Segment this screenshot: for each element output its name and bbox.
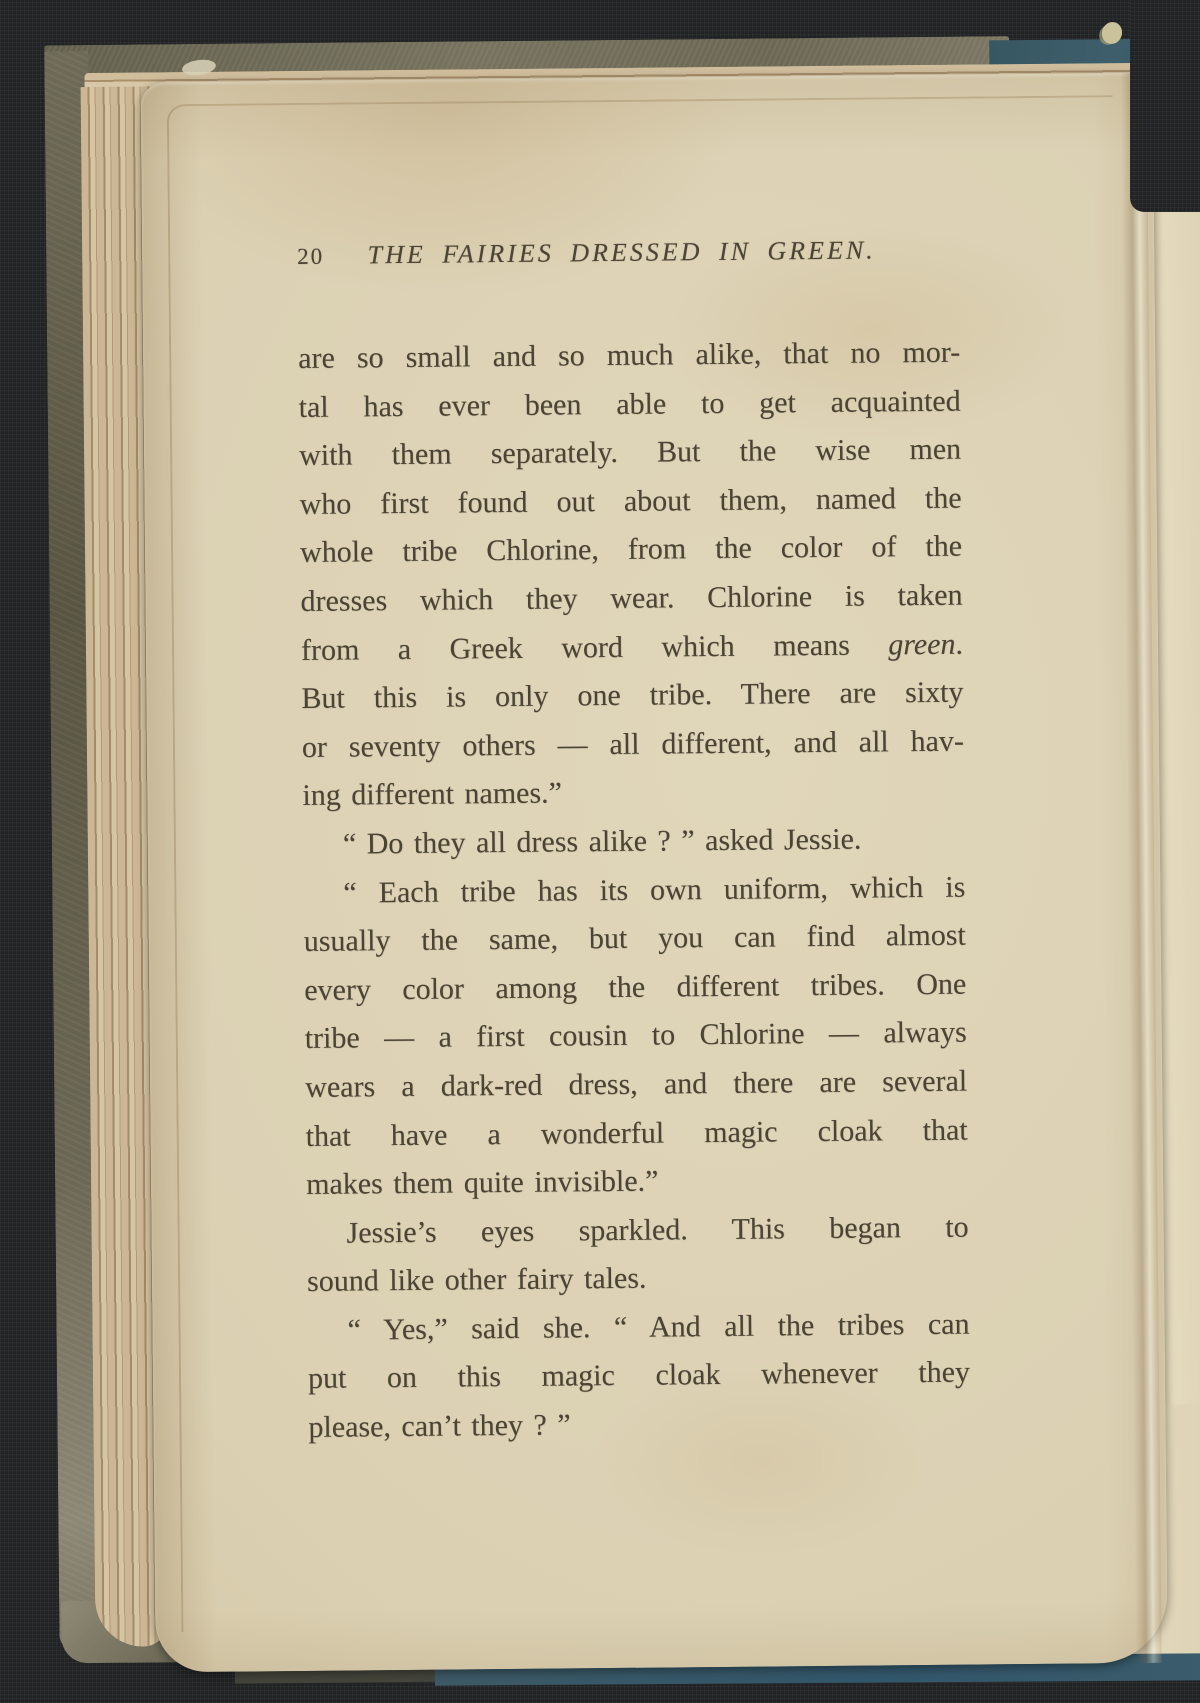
text-segment: sound like other fairy tales. bbox=[306, 1261, 647, 1299]
body-text bbox=[298, 329, 971, 1453]
text-segment: tal has ever been able to get acquainted bbox=[298, 384, 961, 424]
body-line bbox=[300, 523, 962, 578]
body-line bbox=[299, 426, 961, 481]
body-line bbox=[303, 815, 965, 870]
text-segment: are so small and so much alike, that no mor- bbox=[298, 335, 961, 375]
body-line bbox=[300, 572, 962, 627]
text-segment: “ Each tribe has its own uniform, which is bbox=[343, 870, 966, 910]
text-segment: makes them quite invisible.” bbox=[305, 1164, 659, 1202]
text-segment: tribe — a first cousin to Chlorine — always bbox=[304, 1015, 967, 1056]
page-number: 20 bbox=[297, 243, 325, 269]
text-segment: ing different names.” bbox=[302, 776, 563, 813]
body-line bbox=[298, 329, 960, 384]
body-line bbox=[308, 1398, 970, 1453]
text-segment: that have a wonderful magic cloak that bbox=[305, 1113, 968, 1153]
body-line bbox=[305, 1106, 967, 1161]
body-line bbox=[299, 474, 961, 529]
body-line bbox=[301, 669, 963, 724]
text-segment: usually the same, but you can find almost bbox=[303, 918, 966, 959]
body-line bbox=[302, 717, 964, 772]
page-header bbox=[297, 235, 959, 271]
text-segment: from a Greek word which means bbox=[300, 627, 889, 667]
book-page bbox=[141, 73, 1168, 1673]
italic-text: green bbox=[888, 627, 956, 661]
body-line bbox=[304, 912, 966, 967]
text-segment: who first found out about them, named the bbox=[299, 481, 962, 521]
body-line bbox=[308, 1349, 970, 1404]
body-line bbox=[304, 960, 966, 1015]
body-line bbox=[306, 1203, 968, 1258]
book bbox=[44, 35, 1180, 1681]
text-segment: with them separately. But the wise men bbox=[298, 432, 962, 473]
text-segment: put on this magic cloak whenever they bbox=[307, 1356, 971, 1396]
text-segment: please, can’t they ? ” bbox=[308, 1408, 571, 1445]
body-line bbox=[305, 1009, 967, 1064]
body-line bbox=[305, 1058, 967, 1113]
body-line bbox=[307, 1300, 969, 1355]
body-line bbox=[298, 377, 960, 432]
backdrop-corner-overlay bbox=[1130, 0, 1200, 212]
text-segment: every color among the different tribes. One bbox=[304, 967, 967, 1007]
body-line bbox=[306, 1155, 968, 1210]
body-line bbox=[303, 863, 965, 918]
text-segment: But this is only one tribe. There are sixty bbox=[301, 675, 964, 716]
text-segment: . bbox=[955, 627, 964, 661]
body-line bbox=[307, 1252, 969, 1307]
text-segment: whole tribe Chlorine, from the color of the bbox=[299, 530, 963, 570]
text-segment: wears a dark-red dress, and there are several bbox=[305, 1064, 968, 1104]
text-segment: “ Yes,” said she. “ And all the tribes can bbox=[347, 1307, 970, 1347]
text-segment: Jessie’s eyes sparkled. This began to bbox=[346, 1210, 969, 1250]
text-segment: dresses which they wear. Chlorine is taken bbox=[300, 578, 963, 618]
body-line bbox=[301, 620, 963, 675]
text-segment: “ Do they all dress alike ? ” asked Jessie. bbox=[342, 822, 862, 861]
body-line bbox=[302, 766, 964, 821]
text-segment: or seventy others — all different, and all hav- bbox=[301, 724, 965, 764]
running-title: THE FAIRIES DRESSED IN GREEN. bbox=[367, 235, 876, 270]
